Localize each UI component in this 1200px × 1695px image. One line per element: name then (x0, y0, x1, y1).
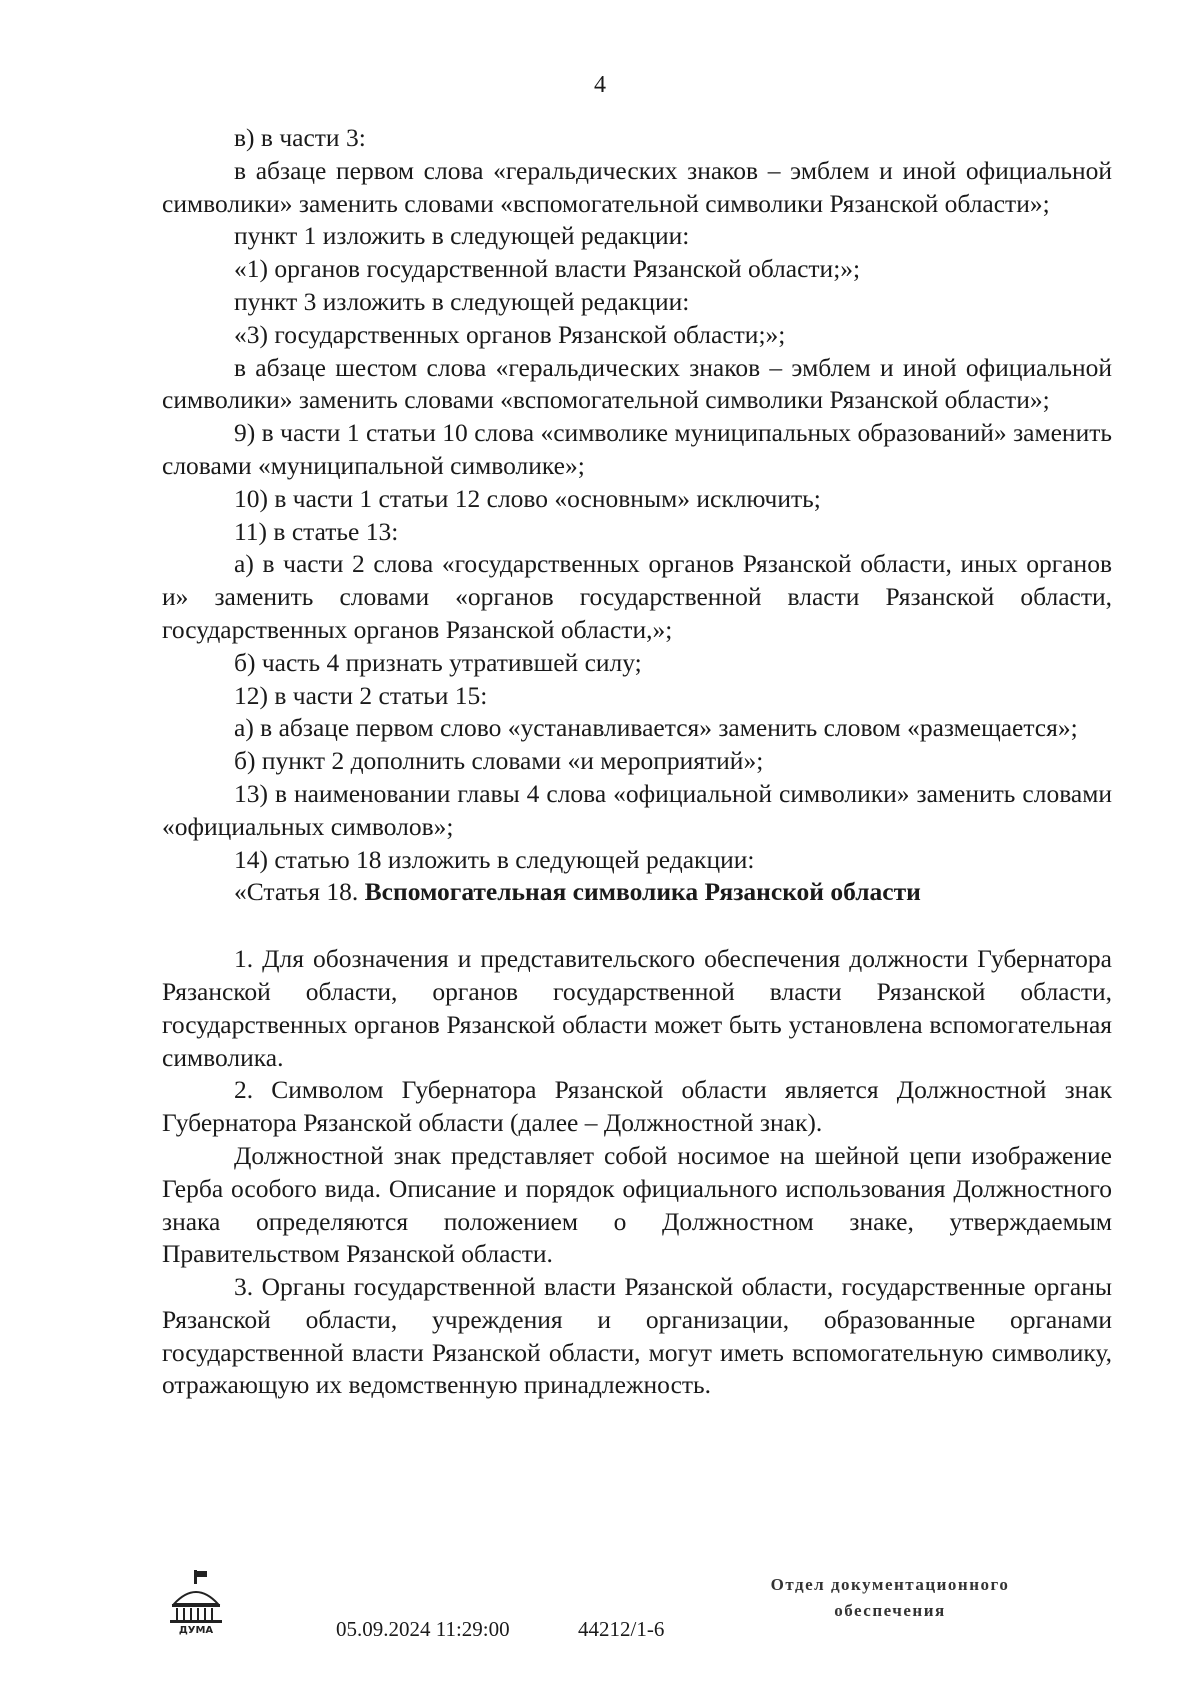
page-number: 4 (594, 72, 606, 98)
paragraph: «1) органов государственной власти Рязанской области;»; (234, 254, 861, 284)
logo-text: ДУМА (178, 1625, 214, 1636)
paragraph: а) в абзаце первом слово «устанавливается» заменить словом «размещается»; (234, 713, 1078, 743)
article-paragraph: 2. Символом Губернатора Рязанской области является Должностной знак Губернатора Рязанской области (далее – Должностной знак). (162, 1075, 1112, 1138)
paragraph: «3) государственных органов Рязанской области;»; (234, 319, 786, 349)
article-heading (162, 876, 1112, 909)
paragraph: в) в части 3: (234, 123, 366, 152)
article-paragraph: Должностной знак представляет собой носимое на шейной цепи изображение Герба особого вида. Описание и порядок официального использования Должностного знака определяются положением о Должностном знаке, утверждаемым Правительством Рязанской области. (162, 1140, 1112, 1269)
article-heading-title: Вспомогательная символика Рязанской области (364, 877, 921, 907)
paragraph: б) пункт 2 дополнить словами «и мероприятий»; (234, 746, 764, 776)
paragraph: 12) в части 2 статьи 15: (234, 680, 488, 710)
spacer (162, 909, 1112, 943)
paragraph: 14) статью 18 изложить в следующей редакции: (234, 844, 755, 874)
article-paragraph: 3. Органы государственной власти Рязанской области, государственные органы Рязанской области, учреждения и организации, образованные органами государственной власти Рязанской области, могут иметь вспомогательную символику, отражающую их ведомственную принадлежность. (162, 1272, 1112, 1400)
paragraph: 13) в наименовании главы 4 слова «официальной символики» заменить словами «официальных символов»; (162, 778, 1112, 841)
paragraph: в абзаце первом слова «геральдических знаков – эмблем и иной официальной символики» заменить словами «вспомогательной символики Рязанской области»; (162, 155, 1112, 218)
paragraph: б) часть 4 признать утратившей силу; (234, 647, 642, 677)
paragraph: пункт 1 изложить в следующей редакции: (234, 221, 690, 251)
footer-date: 05.09.2024 11:29:00 (336, 1617, 510, 1641)
footer-doc-number: 44212/1-6 (578, 1617, 665, 1641)
footer-department (720, 1572, 1060, 1624)
paragraph: 10) в части 1 статьи 12 слово «основным» исключить; (234, 483, 821, 513)
article-heading-prefix: «Статья 18. (234, 877, 365, 907)
paragraph: 11) в статье 13: (234, 516, 399, 546)
paragraph: а) в части 2 слова «государственных органов Рязанской области, иных органов и» заменить словами «органов государственной власти Рязанской области, государственных органов Рязанской области,»; (162, 549, 1112, 644)
duma-logo-icon (168, 1568, 224, 1636)
document-body (162, 122, 1112, 1402)
article-paragraph: 1. Для обозначения и представительского обеспечения должности Губернатора Рязанской области, органов государственной власти Рязанской области, государственных органов Рязанской области может быть установлена вспомогательная символика. (162, 944, 1112, 1072)
paragraph: в абзаце шестом слова «геральдических знаков – эмблем и иной официальной символики» заменить словами «вспомогательной символики Рязанской области»; (162, 352, 1112, 415)
paragraph: пункт 3 изложить в следующей редакции: (234, 286, 690, 316)
department-line: обеспечения (834, 1601, 946, 1620)
paragraph: 9) в части 1 статьи 10 слова «символике муниципальных образований» заменить словами «муниципальной символике»; (162, 418, 1112, 480)
department-line: Отдел документационного (770, 1575, 1010, 1594)
